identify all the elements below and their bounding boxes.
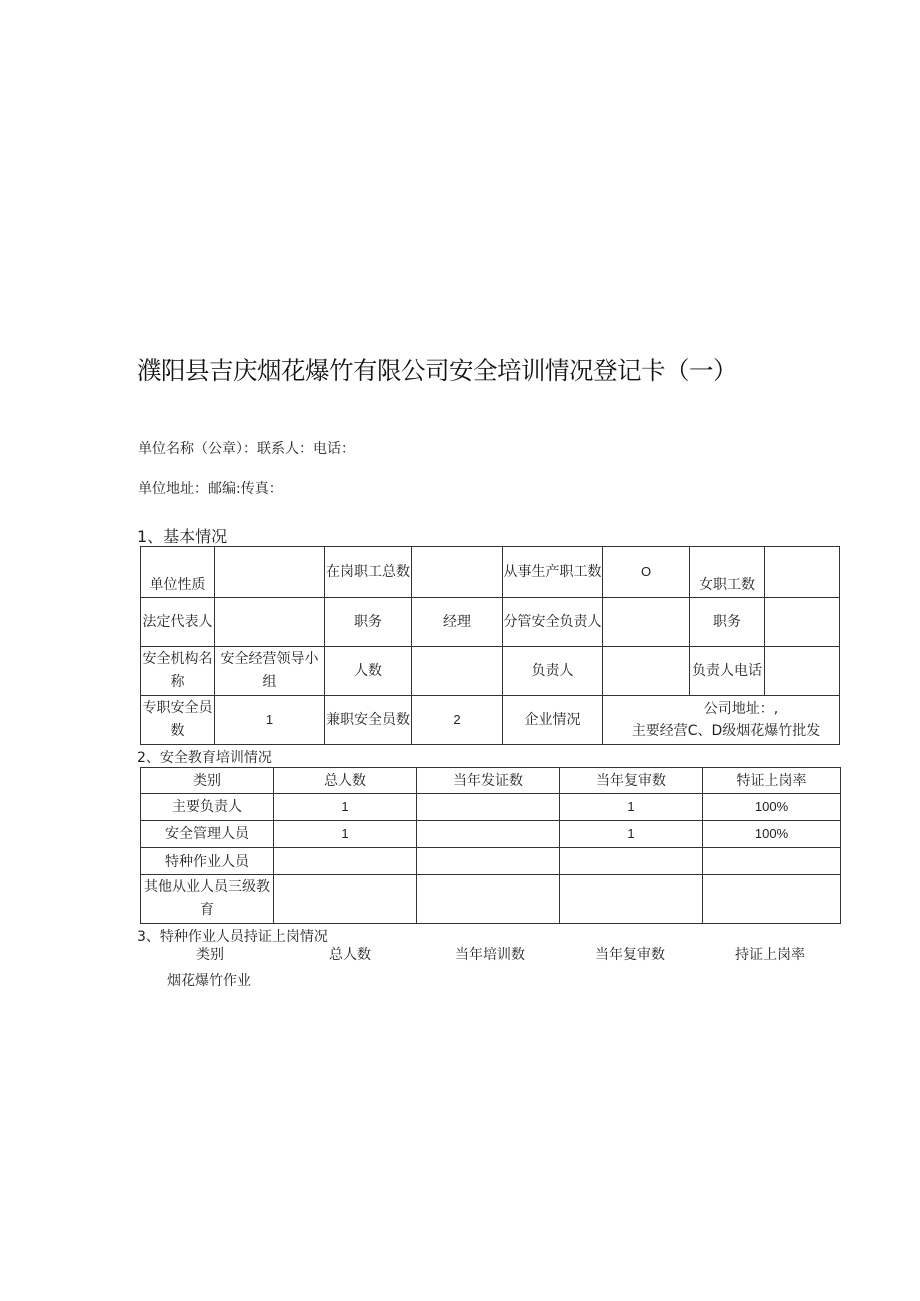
column-header: 当年发证数 (417, 768, 560, 794)
section-training-heading: 2、安全教育培训情况 (137, 750, 272, 766)
cell: 烟花爆竹作业 (167, 973, 251, 989)
cell: 经理 (412, 598, 503, 647)
cell: 负责人 (503, 647, 603, 696)
column-header: 类别 (196, 947, 224, 963)
cell (603, 598, 690, 647)
cell: 1 (215, 696, 325, 745)
cell: 法定代表人 (141, 598, 215, 647)
cell: 其他从业人员三级教育 (141, 875, 274, 924)
column-header: 特证上岗率 (703, 768, 841, 794)
table-row (141, 598, 840, 647)
cell: 兼职安全员数 (325, 696, 412, 745)
cell: 单位性质 (141, 547, 215, 598)
cell (412, 547, 503, 598)
table-row (141, 875, 841, 924)
cell (765, 547, 840, 598)
company-address: 公司地址：, (703, 701, 779, 717)
training-table (140, 767, 841, 924)
table-row (141, 647, 840, 696)
column-header: 持证上岗率 (735, 947, 805, 963)
cell (560, 875, 703, 924)
cell: 职务 (325, 598, 412, 647)
table-row (141, 794, 841, 821)
cell (417, 821, 560, 848)
cell: 100% (703, 794, 841, 821)
cell: 专职安全员数 (141, 696, 215, 745)
table-row (141, 547, 840, 598)
table-header-row (141, 768, 841, 794)
table-row (141, 696, 840, 745)
section-special-heading: 3、特种作业人员持证上岗情况 (137, 929, 328, 945)
cell (274, 848, 417, 875)
cell: 人数 (325, 647, 412, 696)
column-header: 当年复审数 (595, 947, 665, 963)
cell: 100% (703, 821, 841, 848)
cell: 女职工数 (690, 547, 765, 598)
unit-name-line: 单位名称（公章）：联系人：电话： (138, 441, 355, 457)
page-title: 濮阳县吉庆烟花爆竹有限公司安全培训情况登记卡（一） (137, 356, 737, 385)
cell: 安全管理人员 (141, 821, 274, 848)
table-row (141, 821, 841, 848)
cell: 安全经营领导小组 (215, 647, 325, 696)
cell (765, 647, 840, 696)
column-header: 当年复审数 (560, 768, 703, 794)
cell: 1 (560, 794, 703, 821)
cell: 特种作业人员 (141, 848, 274, 875)
cell: 分管安全负责人 (503, 598, 603, 647)
cell (603, 647, 690, 696)
cell (703, 875, 841, 924)
main-business: 主要经营C、D级烟花爆竹批发 (631, 723, 821, 739)
column-header: 当年培训数 (455, 947, 525, 963)
cell (215, 598, 325, 647)
cell: 从事生产职工数 (503, 547, 603, 598)
cell: 在岗职工总数 (325, 547, 412, 598)
cell: 企业情况 (503, 696, 603, 745)
unit-address-line: 单位地址：邮编:传真： (138, 481, 283, 497)
cell: 主要负责人 (141, 794, 274, 821)
basic-info-table (140, 546, 840, 745)
cell: 1 (274, 821, 417, 848)
cell: 职务 (690, 598, 765, 647)
cell (703, 848, 841, 875)
column-header: 类别 (141, 768, 274, 794)
table-row (141, 848, 841, 875)
special-operations-table (140, 942, 840, 994)
cell: O (603, 547, 690, 598)
company-situation-cell (603, 696, 840, 745)
cell (560, 848, 703, 875)
cell (215, 547, 325, 598)
column-header: 总人数 (329, 947, 371, 963)
section-basic-heading: 1、基本情况 (137, 527, 228, 546)
table-header-row (140, 942, 840, 968)
cell: 负责人电话 (690, 647, 765, 696)
cell (417, 794, 560, 821)
cell (417, 875, 560, 924)
cell (412, 647, 503, 696)
cell: 安全机构名称 (141, 647, 215, 696)
cell: 1 (560, 821, 703, 848)
column-header: 总人数 (274, 768, 417, 794)
cell: 2 (412, 696, 503, 745)
cell (765, 598, 840, 647)
cell: 1 (274, 794, 417, 821)
cell (417, 848, 560, 875)
cell (274, 875, 417, 924)
table-row (140, 968, 840, 994)
